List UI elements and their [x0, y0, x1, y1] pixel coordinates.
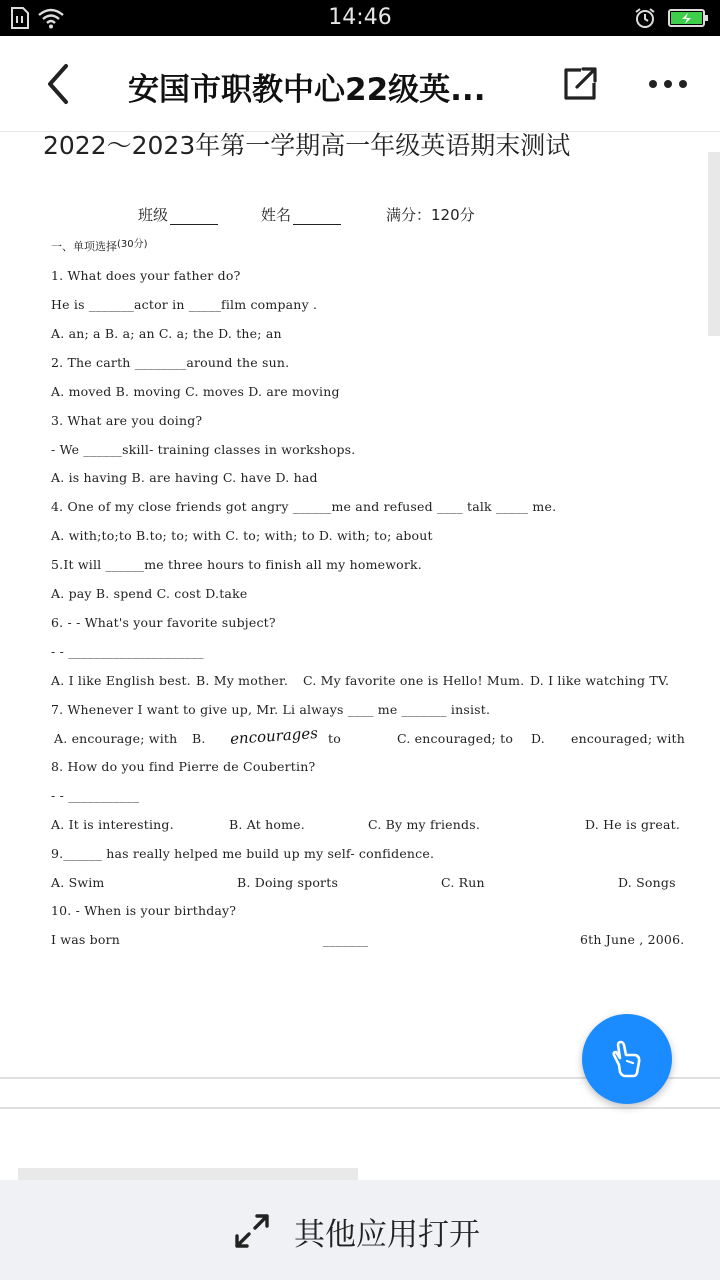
status-bar: [0, 0, 720, 36]
doc-title: 2022～2023年第一学期高一年级英语期末测试: [43, 132, 571, 160]
hand-tap-icon: [605, 1037, 649, 1081]
question-10-text-b: 6th June , 2006.: [580, 932, 685, 947]
question-8-option-d: D. He is great.: [585, 817, 681, 832]
question-7-option-c: C. encouraged; to: [397, 731, 514, 746]
question-9-option-d: D. Songs: [618, 875, 676, 890]
app-header: [0, 36, 720, 132]
question-7-option-d-text: encouraged; with: [571, 731, 686, 746]
question-10: 10. - When is your birthday?: [51, 903, 237, 918]
question-3-text: - We ______skill- training classes in workshops.: [51, 442, 356, 457]
question-7-option-b: B.: [192, 731, 206, 746]
name-field: 姓名: [261, 204, 341, 225]
open-with-other-app-button[interactable]: [232, 1210, 480, 1252]
question-6-option-d: D. I like watching TV.: [530, 673, 670, 688]
page-title: 安国市职教中心22级英...: [128, 72, 486, 108]
gesture-button[interactable]: [582, 1014, 672, 1104]
bottom-bar: [0, 1180, 720, 1280]
scrollbar[interactable]: [708, 152, 720, 336]
question-6-option-c: C. My favorite one is Hello! Mum.: [303, 673, 525, 688]
more-dots-icon: [648, 79, 688, 89]
class-field: 班级: [138, 204, 218, 225]
question-3: 3. What are you doing?: [51, 413, 203, 428]
expand-arrows-icon: [232, 1211, 272, 1251]
section-heading: 一、单项选择(30分): [51, 239, 148, 253]
question-7-option-d: D.: [531, 731, 545, 746]
question-7-option-b-to: to: [328, 731, 341, 746]
question-6-option-a: A. I like English best.: [51, 673, 191, 688]
question-7-option-a: A. encourage; with: [54, 731, 178, 746]
more-button[interactable]: [644, 60, 692, 108]
question-8-option-b: B. At home.: [229, 817, 305, 832]
question-8-text: - - ___________: [51, 788, 140, 803]
question-9-option-b: B. Doing sports: [237, 875, 339, 890]
question-9: 9.______ has really helped me build up my self- confidence.: [51, 846, 435, 861]
question-1-text: He is _______actor in _____film company .: [51, 297, 318, 312]
question-9-option-a: A. Swim: [51, 875, 105, 890]
question-8-option-c: C. By my friends.: [368, 817, 481, 832]
question-1: 1. What does your father do?: [51, 268, 241, 283]
back-arrow-icon: [44, 63, 72, 105]
battery-charging-icon: [668, 7, 710, 29]
question-5: 5.It will ______me three hours to finish all my homework.: [51, 557, 422, 572]
page-divider: [0, 1107, 720, 1109]
question-6-text: - - _____________________: [51, 644, 204, 659]
question-2: 2. The carth ________around the sun.: [51, 355, 290, 370]
back-button[interactable]: [34, 60, 82, 108]
question-4-options: A. with;to;to B.to; to; with C. to; with; to D. with; to; about: [51, 528, 433, 543]
document-page[interactable]: [0, 132, 720, 1078]
question-3-options: A. is having B. are having C. have D. had: [51, 470, 318, 485]
question-8-option-a: A. It is interesting.: [51, 817, 174, 832]
status-time: 14:46: [328, 5, 392, 30]
question-10-text-a: I was born: [51, 932, 121, 947]
question-4: 4. One of my close friends got angry ______me and refused ____ talk _____ me.: [51, 499, 557, 514]
share-button[interactable]: [556, 60, 604, 108]
question-1-options: A. an; a B. a; an C. a; the D. the; an: [51, 326, 282, 341]
share-external-icon: [561, 65, 599, 103]
question-2-options: A. moved B. moving C. moves D. are moving: [51, 384, 340, 399]
question-8: 8. How do you find Pierre de Coubertin?: [51, 759, 316, 774]
question-5-options: A. pay B. spend C. cost D.take: [51, 586, 248, 601]
open-with-other-app-label: 其他应用打开: [294, 1216, 480, 1253]
alarm-icon: [634, 7, 656, 29]
question-6: 6. - - What's your favorite subject?: [51, 615, 276, 630]
handwritten-answer: encourages: [229, 723, 319, 749]
question-7: 7. Whenever I want to give up, Mr. Li always ____ me _______ insist.: [51, 702, 491, 717]
question-6-option-b: B. My mother.: [196, 673, 288, 688]
full-score: 满分：120分: [386, 206, 475, 224]
question-10-blank: _______: [323, 932, 369, 947]
question-9-option-c: C. Run: [441, 875, 485, 890]
